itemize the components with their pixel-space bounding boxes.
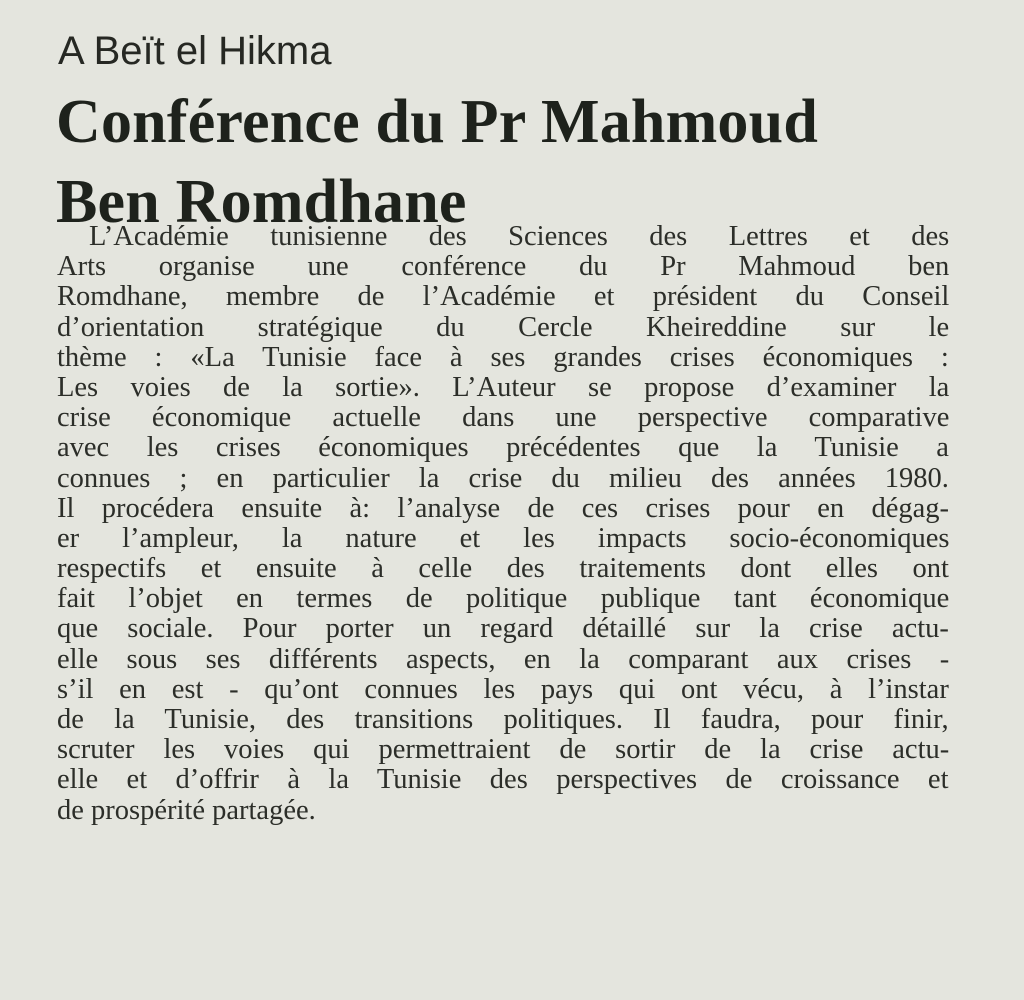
body-line: scruter les voies qui permettraient de sortir de la crise actu-	[57, 734, 950, 766]
article-headline	[56, 82, 986, 242]
body-line: crise économique actuelle dans une perspective comparative	[57, 402, 950, 434]
body-line: de prospérité partagée.	[57, 794, 316, 826]
body-line: connues ; en particulier la crise du milieu des années 1980.	[57, 462, 949, 494]
body-line: de la Tunisie, des transitions politiques. Il faudra, pour finir,	[57, 704, 949, 735]
headline-line: Ben Romdhane	[56, 168, 467, 236]
body-line: er l’ampleur, la nature et les impacts socio-économiques	[57, 522, 950, 554]
headline-line: Conférence du Pr Mahmoud	[56, 88, 818, 156]
body-line: avec les crises économiques précédentes que la Tunisie a	[57, 432, 949, 464]
body-line: Romdhane, membre de l’Académie et président du Conseil	[57, 281, 950, 313]
body-line: que sociale. Pour porter un regard détaillé sur la crise actu-	[57, 613, 949, 645]
body-line: elle sous ses différents aspects, en la comparant aux crises -	[57, 643, 950, 675]
body-line: d’orientation stratégique du Cercle Kheireddine sur le	[57, 311, 950, 343]
body-line: L’Académie tunisienne des Sciences des Lettres et des	[89, 221, 950, 252]
body-line: Les voies de la sortie». L’Auteur se propose d’examiner la	[57, 371, 950, 403]
body-line: respectifs et ensuite à celle des traitements dont elles ont	[57, 553, 949, 585]
body-line: fait l’objet en termes de politique publique tant économique	[57, 583, 950, 615]
body-line: s’il en est - qu’ont connues les pays qui ont vécu, à l’instar	[57, 673, 949, 705]
body-line: Arts organise une conférence du Pr Mahmoud ben	[57, 251, 950, 283]
body-line: elle et d’offrir à la Tunisie des perspectives de croissance et	[57, 764, 949, 796]
article-body	[57, 222, 949, 826]
body-line: Il procédera ensuite à: l’analyse de ces crises pour en dégag-	[57, 492, 950, 524]
article-kicker: A Beït el Hikma	[58, 29, 332, 73]
body-line: thème : «La Tunisie face à ses grandes crises économiques :	[57, 341, 949, 373]
